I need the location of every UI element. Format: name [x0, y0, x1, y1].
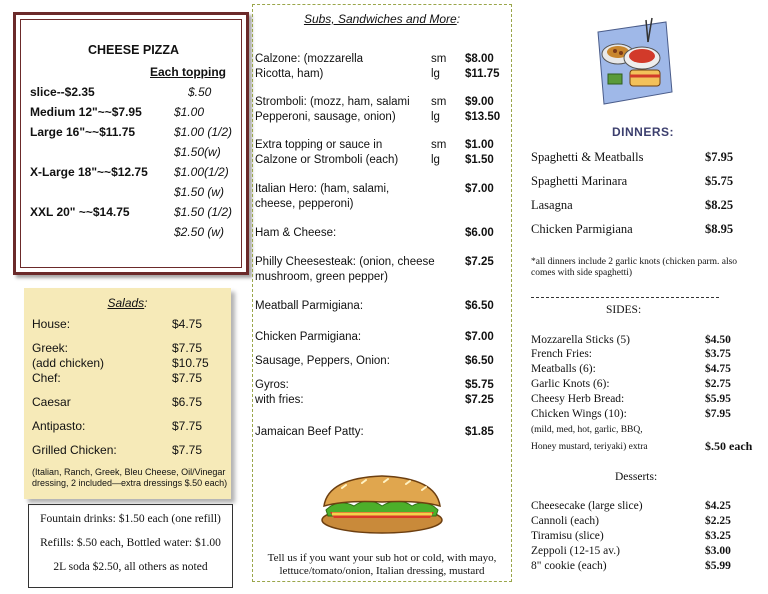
sub-desc	[255, 330, 361, 345]
sub-price: $13.50	[465, 110, 501, 123]
subs-title-text: Subs, Sandwiches and More	[303, 12, 457, 26]
side-name: Meatballs (6):	[531, 363, 596, 375]
pizza-topping-price: $2.50 (w)	[174, 225, 225, 239]
sub-sizes	[431, 138, 446, 167]
pizza-topping-price: $1.50 (w)	[174, 185, 225, 199]
wing-sauce-price: $.50 each	[705, 439, 753, 453]
sub-desc	[255, 378, 304, 407]
side-price: $2.75	[705, 378, 731, 390]
sub-desc-line: Chicken Parmigiana:	[255, 331, 362, 343]
pizza-topping-price: $1.00	[174, 105, 205, 119]
dinner-price: $8.95	[705, 222, 734, 236]
sub-desc-line: Jamaican Beef Patty:	[255, 426, 364, 438]
salad-dressing-note: (Italian, Ranch, Greek, Bleu Cheese, Oil/Vinegar dressing, 2 included—extra dressings $.50 each)	[32, 467, 228, 488]
pizza-size-price: Medium 12"~~$7.95	[30, 105, 142, 119]
pizza-size-price: XXL 20" ~~$14.75	[30, 205, 130, 219]
drink-line: Refills: $.50 each, Bottled water: $1.00	[40, 537, 221, 549]
drink-line: 2L soda $2.50, all others as noted	[53, 561, 208, 573]
subs-title-colon: :	[456, 12, 461, 26]
wing-sauce-text: (mild, med, hot, garlic, BBQ,	[531, 425, 643, 435]
dinner-price: $5.75	[705, 174, 734, 188]
salad-name: Caesar	[32, 395, 71, 409]
sub-desc	[255, 226, 336, 241]
sides-title: SIDES:	[606, 304, 642, 316]
sub-prices	[465, 330, 494, 345]
sub-prices	[465, 299, 494, 314]
sub-price: $7.00	[465, 183, 494, 195]
dessert-name: Cannoli (each)	[531, 515, 600, 527]
salad-price: $10.75	[172, 356, 209, 370]
side-price: $5.95	[705, 393, 731, 405]
side-name: French Fries:	[531, 348, 593, 360]
sub-note-line: Tell us if you want your sub hot or cold, with mayo,	[267, 552, 497, 564]
side-price: $7.95	[705, 408, 731, 420]
salad-price: $7.75	[172, 371, 203, 385]
sub-size: sm	[431, 96, 447, 108]
salad-price: $7.75	[172, 419, 203, 433]
sub-desc-line: Sausage, Peppers, Onion:	[255, 355, 390, 367]
salads-section	[24, 288, 231, 499]
sub-prices	[465, 354, 494, 369]
dinner-name: Lasagna	[531, 198, 573, 212]
salad-name: Antipasto:	[32, 419, 86, 433]
sub-desc-line: mushroom, green pepper)	[255, 270, 388, 283]
sub-desc	[255, 299, 363, 314]
sub-desc-line: Meatball Parmigiana:	[255, 300, 364, 312]
sub-prices	[465, 52, 500, 81]
sub-prices	[465, 425, 494, 440]
dinner-name: Spaghetti & Meatballs	[531, 150, 644, 164]
pasta-dinner-clipart	[588, 12, 674, 112]
sub-prices	[465, 378, 494, 407]
sub-desc-line: Gyros:	[255, 379, 289, 391]
sub-prices	[465, 95, 500, 124]
salad-name: Greek:	[32, 341, 69, 355]
submarine-sandwich-clipart	[318, 470, 446, 540]
sub-price: $6.50	[465, 300, 494, 312]
sub-desc	[255, 255, 435, 284]
salad-price: $6.75	[172, 395, 203, 409]
salad-price: $7.75	[172, 341, 203, 355]
sub-desc-line: Italian Hero: (ham, salami,	[255, 183, 390, 195]
drinks-box	[28, 504, 233, 588]
sub-prices	[465, 255, 494, 270]
wing-sauce-text: Honey mustard, teriyaki) extra	[531, 442, 648, 452]
sub-size: lg	[431, 110, 440, 123]
dinner-note: *all dinners include 2 garlic knots (chicken parm. also comes with side spaghetti)	[531, 257, 738, 278]
sub-sizes	[431, 52, 446, 81]
dessert-name: Zeppoli (12-15 av.)	[531, 545, 620, 557]
cheese-pizza-box	[13, 12, 249, 275]
pizza-topping-header: Each topping	[150, 65, 226, 79]
sub-sizes	[431, 95, 446, 124]
side-name: Garlic Knots (6):	[531, 378, 610, 390]
sub-price: $1.85	[465, 426, 494, 438]
sub-desc-line: Stromboli: (mozz, ham, salami	[255, 96, 410, 108]
side-name: Chicken Wings (10):	[531, 408, 627, 420]
salad-name: Grilled Chicken:	[32, 443, 117, 457]
sides-divider	[531, 297, 719, 298]
sub-price: $6.50	[465, 355, 494, 367]
sub-price: $1.00	[465, 139, 494, 151]
sub-desc-line: Calzone: (mozzarella	[255, 53, 364, 65]
sub-desc-line: Ricotta, ham)	[255, 67, 324, 80]
sub-price: $6.00	[465, 227, 494, 239]
dessert-price: $4.25	[705, 500, 731, 512]
sub-desc	[255, 182, 389, 211]
salad-name: House:	[32, 317, 71, 331]
salads-title-colon: :	[144, 296, 148, 310]
dessert-price: $3.25	[705, 530, 731, 542]
sub-price: $7.00	[465, 331, 494, 343]
side-price: $3.75	[705, 348, 731, 360]
sub-price: $8.00	[465, 53, 494, 65]
sub-desc	[255, 138, 398, 167]
sub-desc-line: Pepperoni, sausage, onion)	[255, 110, 396, 123]
sub-desc	[255, 425, 364, 440]
sub-price: $9.00	[465, 96, 494, 108]
sub-desc-line: cheese, pepperoni)	[255, 197, 354, 210]
dessert-name: Cheesecake (large slice)	[531, 500, 643, 512]
dinner-price: $8.25	[705, 198, 734, 212]
sub-prices	[465, 226, 494, 241]
salad-name: (add chicken)	[32, 356, 105, 370]
sub-desc-line: Calzone or Stromboli (each)	[255, 153, 399, 166]
sub-price: $1.50	[465, 153, 494, 166]
dessert-price: $5.99	[705, 560, 731, 572]
pizza-size-price: slice--$2.35	[30, 85, 95, 99]
sub-options-note	[253, 552, 511, 578]
sub-size: lg	[431, 67, 440, 80]
dinners-title: DINNERS:	[612, 125, 675, 139]
side-name: Cheesy Herb Bread:	[531, 393, 625, 405]
sub-note-line: lettuce/tomato/onion, Italian dressing, mustard	[279, 565, 485, 577]
dessert-price: $2.25	[705, 515, 731, 527]
dinner-name: Chicken Parmigiana	[531, 222, 633, 236]
pizza-topping-price: $1.50(w)	[174, 145, 221, 159]
dinner-name: Spaghetti Marinara	[531, 174, 628, 188]
sub-size: sm	[431, 139, 447, 151]
sub-desc	[255, 95, 410, 124]
pizza-title: CHEESE PIZZA	[88, 43, 179, 57]
sub-desc-line: Extra topping or sauce in	[255, 139, 383, 151]
dinner-price: $7.95	[705, 150, 734, 164]
salads-title-text: Salads	[107, 296, 145, 310]
sub-desc	[255, 354, 390, 369]
sub-prices	[465, 182, 494, 197]
side-name: Mozzarella Sticks (5)	[531, 334, 630, 346]
sub-desc	[255, 52, 363, 81]
sub-prices	[465, 138, 494, 167]
pizza-topping-price: $.50	[188, 85, 212, 99]
desserts-title: Desserts:	[615, 471, 658, 483]
salad-name: Chef:	[32, 371, 61, 385]
pizza-size-price: X-Large 18"~~$12.75	[30, 165, 148, 179]
salad-price: $4.75	[172, 317, 203, 331]
side-price: $4.50	[705, 334, 731, 346]
salad-price: $7.75	[172, 443, 203, 457]
dessert-name: Tiramisu (slice)	[531, 530, 604, 542]
sub-price: $5.75	[465, 379, 494, 391]
dessert-name: 8" cookie (each)	[531, 560, 607, 572]
salads-title	[24, 296, 231, 310]
sub-size: lg	[431, 153, 440, 166]
sub-size: sm	[431, 53, 447, 65]
side-price: $4.75	[705, 363, 731, 375]
pizza-topping-price: $1.50 (1/2)	[174, 205, 233, 219]
sub-price: $11.75	[465, 67, 500, 80]
sub-desc-line: with fries:	[255, 393, 304, 406]
sub-desc-line: Philly Cheesesteak: (onion, cheese	[255, 256, 435, 268]
drink-line: Fountain drinks: $1.50 each (one refill)	[40, 513, 221, 525]
pizza-topping-price: $1.00(1/2)	[174, 165, 229, 179]
subs-title	[253, 12, 511, 26]
pizza-topping-price: $1.00 (1/2)	[174, 125, 233, 139]
dessert-price: $3.00	[705, 545, 731, 557]
sub-price: $7.25	[465, 256, 494, 268]
pizza-size-price: Large 16"~~$11.75	[30, 125, 136, 139]
sub-desc-line: Ham & Cheese:	[255, 227, 337, 239]
sub-price: $7.25	[465, 393, 494, 406]
